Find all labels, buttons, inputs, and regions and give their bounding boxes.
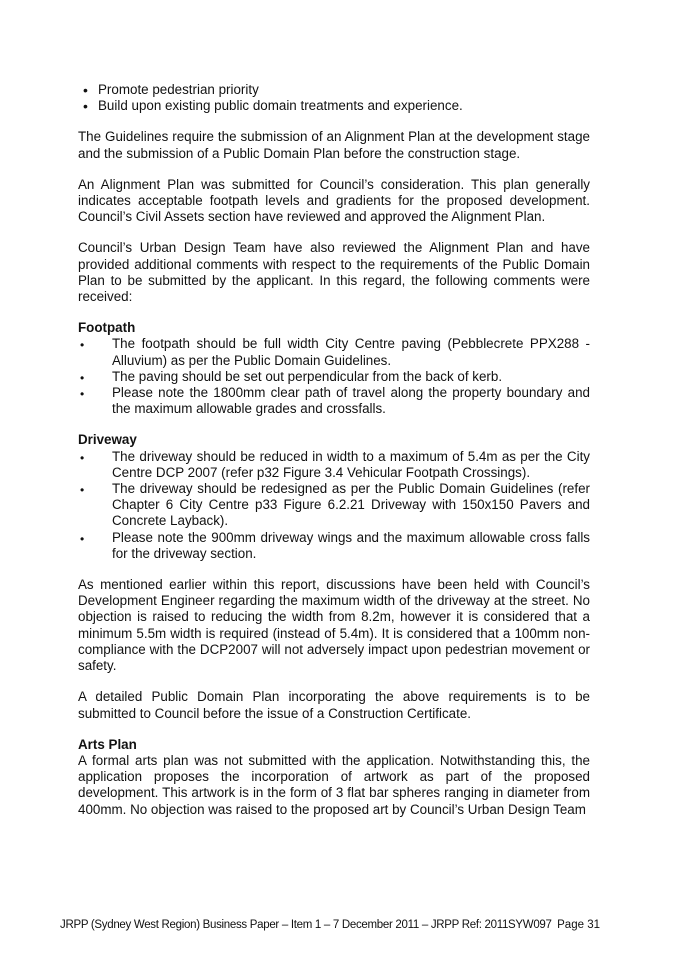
- list-item: • Please note the 1800mm clear path of travel along the property boundary and the maximum allowable grades and crossfalls.: [78, 385, 590, 417]
- paragraph: Council’s Urban Design Team have also reviewed the Alignment Plan and have provided additional comments with respect to the requirements of the Public Domain Plan to be submitted by the applicant. In this regard, the following comments were received:: [78, 240, 590, 305]
- footer-reference: JRPP (Sydney West Region) Business Paper – Item 1 – 7 December 2011 – JRPP Ref: 2011SYW097: [60, 919, 552, 931]
- list-item: • The driveway should be reduced in width to a maximum of 5.4m as per the City Centre DCP 2007 (refer p32 Figure 3.4 Vehicular Footpath Crossings).: [78, 449, 590, 481]
- list-item: • Please note the 900mm driveway wings and the maximum allowable cross falls for the driveway section.: [78, 530, 590, 562]
- list-item: • The paving should be set out perpendicular from the back of kerb.: [78, 369, 590, 385]
- arts-plan-paragraph: A formal arts plan was not submitted with the application. Notwithstanding this, the application proposes the incorporation of artwork as part of the proposed development. This artwork is in the form of 3 flat bar spheres ranging in diameter from 400mm. No objection was raised to the proposed art by Council’s Urban Design Team: [78, 752, 590, 817]
- page-body: [78, 82, 590, 833]
- driveway-list: [78, 449, 590, 562]
- driveway-heading: Driveway: [78, 432, 137, 448]
- page-number: Page 31: [557, 919, 600, 931]
- list-item: • Promote pedestrian priority: [78, 82, 590, 98]
- paragraph: The Guidelines require the submission of an Alignment Plan at the development stage and the submission of a Public Domain Plan before the construction stage.: [78, 129, 590, 161]
- list-item: • The driveway should be redesigned as per the Public Domain Guidelines (refer Chapter 6 City Centre p33 Figure 6.2.21 Driveway with 150x150 Pavers and Concrete Layback).: [78, 481, 590, 530]
- list-item: • The footpath should be full width City Centre paving (Pebblecrete PPX288 - Alluvium) as per the Public Domain Guidelines.: [78, 336, 590, 368]
- intro-bullet-list: [78, 82, 590, 114]
- footpath-heading: Footpath: [78, 320, 136, 336]
- arts-plan-heading: Arts Plan: [78, 736, 137, 752]
- footpath-list: [78, 336, 590, 417]
- paragraph: A detailed Public Domain Plan incorporating the above requirements is to be submitted to Council before the issue of a Construction Certificate.: [78, 689, 590, 721]
- paragraph: An Alignment Plan was submitted for Council’s consideration. This plan generally indicates acceptable footpath levels and gradients for the proposed development. Council’s Civil Assets section have reviewed and approved the Alignment Plan.: [78, 176, 590, 225]
- list-item: • Build upon existing public domain treatments and experience.: [78, 98, 590, 114]
- paragraph: As mentioned earlier within this report, discussions have been held with Council’s Development Engineer regarding the maximum width of the driveway at the street. No objection is raised to reducing the width from 8.2m, however it is considered that a minimum 5.5m width is required (instead of 5.4m). It is considered that a 100mm non-compliance with the DCP2007 will not adversely impact upon pedestrian movement or safety.: [78, 577, 590, 674]
